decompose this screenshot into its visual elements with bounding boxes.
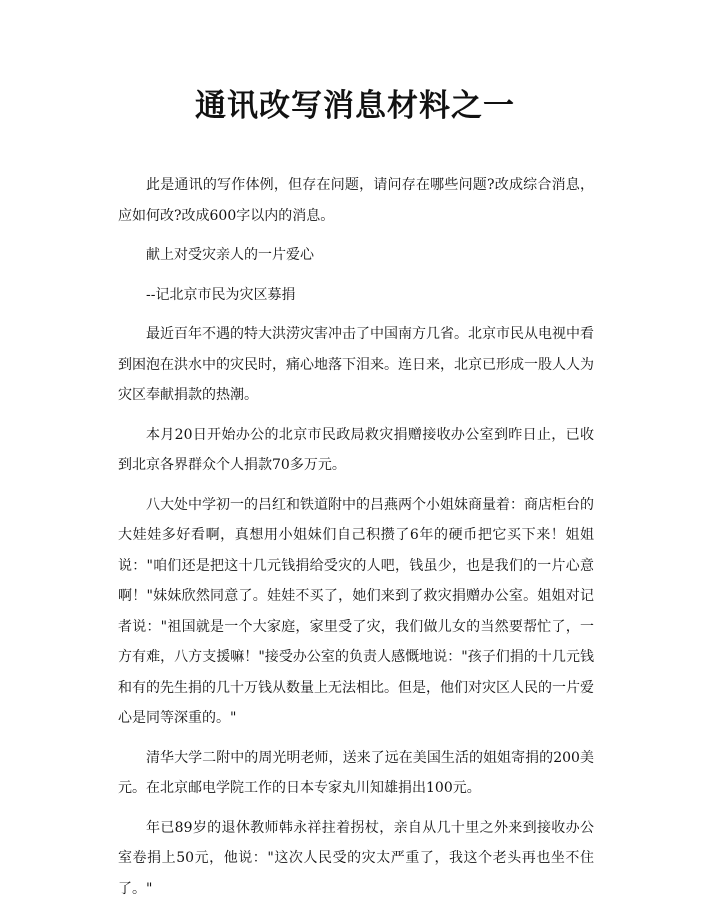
document-body: [118, 170, 594, 913]
body-paragraph: 本月20日开始办公的北京市民政局救灾捐赠接收办公室到昨日止，已收到北京各界群众个人捐款70多万元。: [118, 426, 594, 473]
body-paragraph: 清华大学二附中的周光明老师，送来了远在美国生活的姐姐寄捐的200美元。在北京邮电学院工作的日本专家丸川知雄捐出100元。: [118, 749, 594, 796]
headline-paragraph: 献上对受灾亲人的一片爱心: [146, 247, 314, 263]
intro-paragraph: 此是通讯的写作体例，但存在问题，请问存在哪些问题?改成综合消息，应如何改?改成600字以内的消息。: [118, 177, 594, 224]
subheadline-paragraph: --记北京市民为灾区募捐: [146, 286, 296, 303]
body-paragraph: 年已89岁的退休教师韩永祥拄着拐杖，亲自从几十里之外来到接收办公室卷捐上50元，他说："这次人民受的灾太严重了，我这个老头再也坐不住了。": [118, 819, 594, 897]
body-paragraph: 最近百年不遇的特大洪涝灾害冲击了中国南方几省。北京市民从电视中看到困泡在洪水中的灾民时，痛心地落下泪来。连日来，北京已形成一股人人为灾区奉献捐款的热潮。: [118, 326, 594, 403]
document-title: 通讯改写消息材料之一: [195, 88, 515, 124]
body-paragraph: 八大处中学初一的吕红和铁道附中的吕燕两个小姐妹商量着：商店柜台的大娃娃多好看啊，真想用小姐妹们自己积攒了6年的硬币把它买下来！姐姐说："咱们还是把这十几元钱捐给受灾的人吧，钱虽少，也是我们的一片心意啊！"妹妹欣然同意了。娃娃不买了，她们来到了救灾捐赠办公室。姐姐对记者说："祖国就是一个大家庭，家里受了灾，我们做儿女的当然要帮忙了，一方有难，八方支援嘛！"接受办公室的负责人感慨地说："孩子们捐的十几元钱和有的先生捐的几十万钱从数量上无法相比。但是，他们对灾区人民的一片爱心是同等深重的。": [118, 496, 594, 726]
